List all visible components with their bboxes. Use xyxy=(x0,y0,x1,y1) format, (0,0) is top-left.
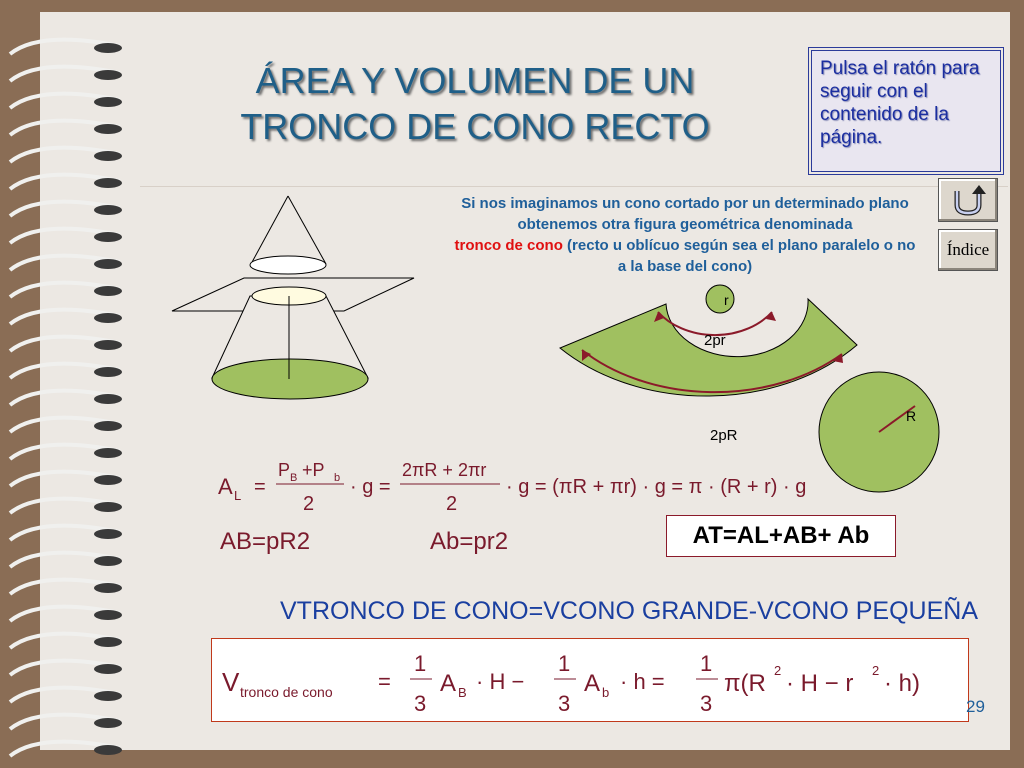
spiral-hole xyxy=(94,448,122,458)
spiral-hole xyxy=(94,556,122,566)
svg-text:1: 1 xyxy=(414,651,427,676)
page-number: 29 xyxy=(966,697,985,716)
svg-text:=: = xyxy=(378,669,391,694)
svg-text:· h): · h) xyxy=(884,670,920,697)
svg-text:b: b xyxy=(602,685,610,700)
spiral-hole xyxy=(94,70,122,80)
svg-text:b: b xyxy=(334,472,341,484)
volume-formula xyxy=(212,639,968,721)
intro-text xyxy=(450,193,920,277)
spiral-hole xyxy=(94,691,122,701)
svg-text:· h =: · h = xyxy=(620,669,665,694)
at-formula: AT=AL+AB+ Ab xyxy=(666,515,896,557)
svg-text:3: 3 xyxy=(414,691,427,716)
svg-text:V: V xyxy=(222,667,240,697)
spiral-hole xyxy=(94,475,122,485)
net-label-R: R xyxy=(906,408,917,424)
cone-illustration xyxy=(160,190,430,420)
spiral-hole xyxy=(94,664,122,674)
svg-text:2: 2 xyxy=(303,493,315,515)
svg-text:+P: +P xyxy=(302,460,325,480)
net-label-r: r xyxy=(724,292,729,308)
svg-text:3: 3 xyxy=(700,691,713,716)
spiral-hole xyxy=(94,394,122,404)
svg-text:2: 2 xyxy=(872,663,880,678)
svg-text:B: B xyxy=(290,472,298,484)
volume-formula-box xyxy=(211,638,969,722)
svg-text:A: A xyxy=(440,670,457,697)
back-button[interactable] xyxy=(938,178,998,222)
svg-text:· g =: · g = xyxy=(350,476,391,498)
spiral-hole xyxy=(94,718,122,728)
svg-text:2πR + 2πr: 2πR + 2πr xyxy=(402,460,487,480)
spiral-hole xyxy=(94,151,122,161)
title-line-1: ÁREA Y VOLUMEN DE UN xyxy=(255,60,695,101)
spiral-hole xyxy=(94,421,122,431)
spiral-hole xyxy=(94,583,122,593)
svg-text:3: 3 xyxy=(558,691,571,716)
al-formula xyxy=(210,452,830,518)
svg-text:P: P xyxy=(278,460,291,480)
svg-text:A: A xyxy=(218,474,233,499)
page-title xyxy=(160,58,790,150)
svg-text:1: 1 xyxy=(700,651,713,676)
spiral-hole xyxy=(94,610,122,620)
svg-text:· H − r: · H − r xyxy=(786,670,854,697)
spiral-hole xyxy=(94,745,122,755)
ab-formula: AB=pR2 xyxy=(220,528,311,555)
ab-small-formula: Ab=pr2 xyxy=(430,528,509,555)
spiral-hole xyxy=(94,232,122,242)
instruction-text: Pulsa el ratón para seguir con el contenido de la página. xyxy=(820,58,980,148)
spiral-hole xyxy=(94,259,122,269)
svg-text:· H −: · H − xyxy=(476,669,525,694)
svg-text:=: = xyxy=(254,476,266,498)
svg-text:1: 1 xyxy=(558,651,571,676)
index-button[interactable]: Índice xyxy=(938,229,998,271)
intro-highlight: tronco de cono xyxy=(454,237,563,254)
spiral-hole xyxy=(94,205,122,215)
title-line-2: TRONCO DE CONO RECTO xyxy=(240,106,710,147)
svg-text:π(R: π(R xyxy=(724,670,766,697)
svg-text:2: 2 xyxy=(774,663,782,678)
spiral-hole xyxy=(94,124,122,134)
spiral-binding xyxy=(0,20,140,760)
u-turn-icon xyxy=(939,179,997,221)
spiral-hole xyxy=(94,43,122,53)
spiral-hole xyxy=(94,286,122,296)
spiral-hole xyxy=(94,367,122,377)
intro-part-2: (recto u oblícuo según sea el plano paralelo o no a la base del cono) xyxy=(567,237,916,275)
net-label-2pr: 2pr xyxy=(704,332,726,349)
svg-text:B: B xyxy=(458,685,467,700)
spiral-hole xyxy=(94,502,122,512)
spiral-hole xyxy=(94,178,122,188)
spiral-hole xyxy=(94,340,122,350)
svg-text:2: 2 xyxy=(446,493,458,515)
intro-part-1: Si nos imaginamos un cono cortado por un determinado plano obtenemos otra figura geométrica denominada xyxy=(461,195,909,233)
svg-text:· g = (πR + πr) · g = π · (R +: · g = (πR + πr) · g = π · (R + r) · g xyxy=(506,476,807,498)
svg-text:A: A xyxy=(584,670,601,697)
svg-text:L: L xyxy=(234,488,242,503)
spiral-hole xyxy=(94,529,122,539)
divider xyxy=(140,186,1008,187)
spiral-hole xyxy=(94,313,122,323)
spiral-hole xyxy=(94,97,122,107)
svg-text:tronco de cono: tronco de cono xyxy=(240,684,333,700)
instruction-note xyxy=(811,50,1001,172)
net-label-2pR: 2pR xyxy=(710,427,738,444)
volume-definition: VTRONCO DE CONO=VCONO GRANDE-VCONO PEQUEÑA xyxy=(280,597,978,625)
spiral-hole xyxy=(94,637,122,647)
